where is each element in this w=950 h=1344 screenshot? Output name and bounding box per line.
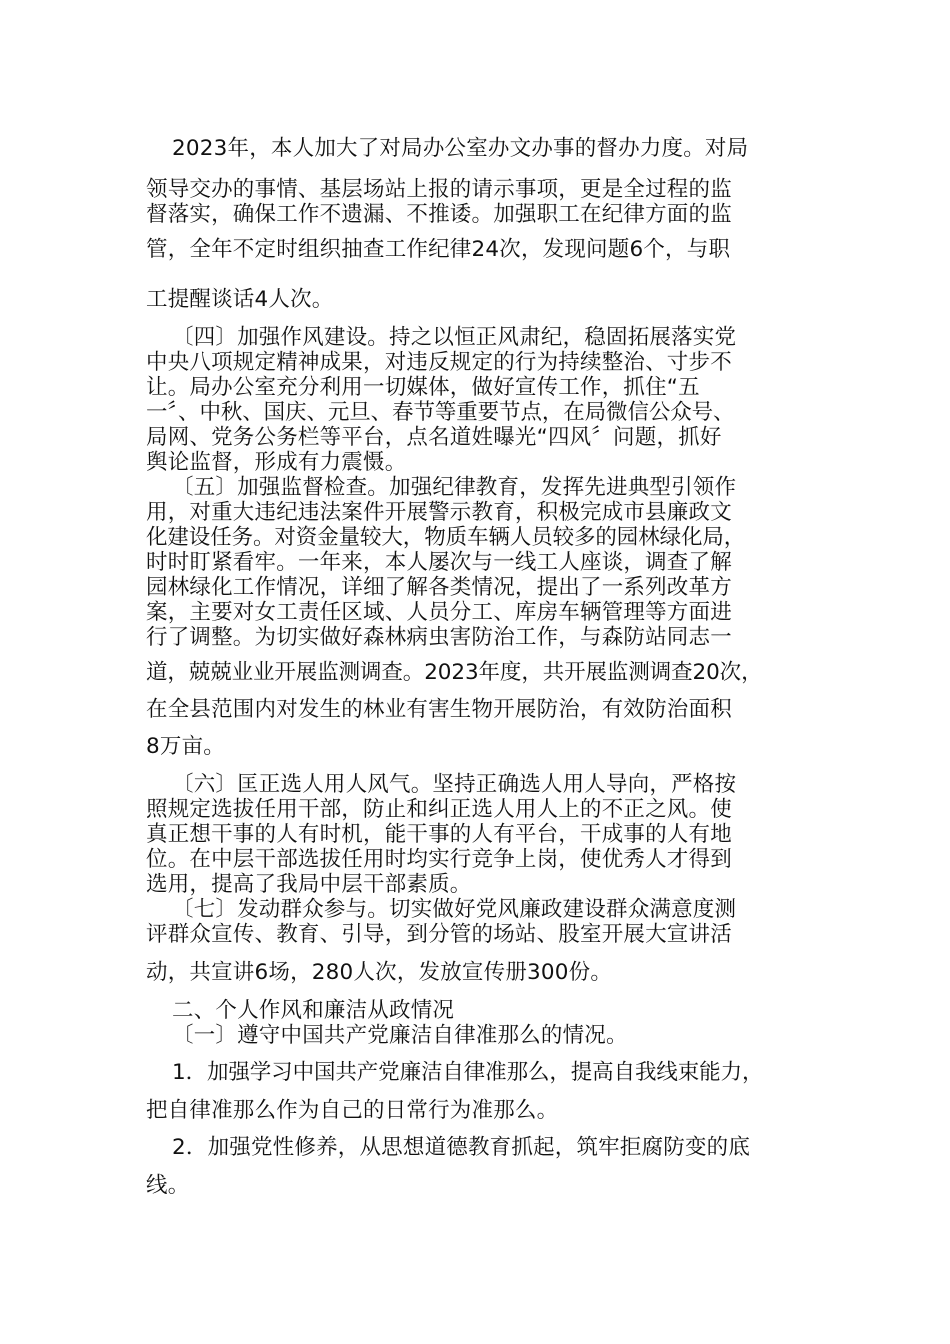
paragraph-line: 一〞、中秋、国庆、元旦、春节等重要节点，在局微信公众号、	[146, 400, 735, 425]
paragraph-line: 评群众宣传、教育、引导，到分管的场站、股室开展大宣讲活	[146, 922, 732, 947]
paragraph-line: 位。在中层干部选拔任用时均实行竞争上岗，使优秀人才得到	[146, 847, 732, 872]
paragraph-line: 〔七〕发动群众参与。切实做好党风廉政建设群众满意度测	[172, 897, 737, 922]
paragraph-line: 线。	[146, 1173, 190, 1198]
paragraph-line: 舆论监督，形成有力震慑。	[146, 450, 407, 475]
section-heading: 二、个人作风和廉洁从政情况	[172, 998, 455, 1023]
paragraph-line: 中央八项规定精神成果，对违反规定的行为持续整治、寸步不	[146, 350, 732, 375]
subsection-heading: 〔一〕遵守中国共产党廉洁自律准那么的情况。	[172, 1023, 628, 1048]
paragraph-line: 选用，提高了我局中层干部素质。	[146, 872, 472, 897]
paragraph-line: 行了调整。为切实做好森林病虫害防治工作，与森防站同志一	[146, 625, 732, 650]
paragraph-line: 工提醒谈话4人次。	[146, 287, 334, 312]
paragraph-line: 把自律准那么作为自己的日常行为准那么。	[146, 1098, 559, 1123]
paragraph-line: 领导交办的事情、基层场站上报的请示事项，更是全过程的监	[146, 177, 732, 202]
paragraph-line: 真正想干事的人有时机，能干事的人有平台，干成事的人有地	[146, 822, 732, 847]
paragraph-line: 〔四〕加强作风建设。持之以恒正风肃纪，稳固拓展落实党	[172, 325, 737, 350]
paragraph-line: 在全县范围内对发生的林业有害生物开展防治，有效防治面积	[146, 697, 732, 722]
paragraph-line: 让。局办公室充分利用一切媒体，做好宣传工作，抓住“五	[146, 375, 700, 400]
paragraph-line: 局网、党务公务栏等平台，点名道姓曝光“四风〞问题，抓好	[146, 425, 722, 450]
paragraph-line: 照规定选拔任用干部，防止和纠正选人用人上的不正之风。使	[146, 797, 732, 822]
paragraph-line: 1．加强学习中国共产党廉洁自律准那么，提高自我线束能力，	[172, 1060, 764, 1085]
paragraph-line: 〔五〕加强监督检查。加强纪律教育，发挥先进典型引领作	[172, 475, 737, 500]
paragraph-line: 8万亩。	[146, 734, 225, 759]
paragraph-line: 案，主要对女工责任区域、人员分工、库房车辆管理等方面进	[146, 600, 732, 625]
paragraph-line: 用，对重大违纪违法案件开展警示教育，积极完成市县廉政文	[146, 500, 732, 525]
paragraph-line: 〔六〕匡正选人用人风气。坚持正确选人用人导向，严格按	[172, 772, 737, 797]
paragraph-line: 动，共宣讲6场，280人次，发放宣传册300份。	[146, 960, 613, 985]
paragraph-line: 2023年，本人加大了对局办公室办文办事的督办力度。对局	[172, 136, 749, 161]
paragraph-line: 2．加强党性修养，从思想道德教育抓起，筑牢拒腐防变的底	[172, 1135, 751, 1160]
paragraph-line: 时时盯紧看牢。一年来，本人屡次与一线工人座谈，调查了解	[146, 550, 732, 575]
paragraph-line: 管，全年不定时组织抽查工作纪律24次，发现问题6个，与职	[146, 237, 731, 262]
paragraph-line: 园林绿化工作情况，详细了解各类情况，提出了一系列改革方	[146, 575, 732, 600]
paragraph-line: 化建设任务。对资金量较大，物质车辆人员较多的园林绿化局，	[146, 525, 746, 550]
paragraph-line: 督落实，确保工作不遗漏、不推诿。加强职工在纪律方面的监	[146, 202, 732, 227]
paragraph-line: 道，兢兢业业开展监测调查。2023年度，共开展监测调查20次，	[146, 660, 763, 685]
